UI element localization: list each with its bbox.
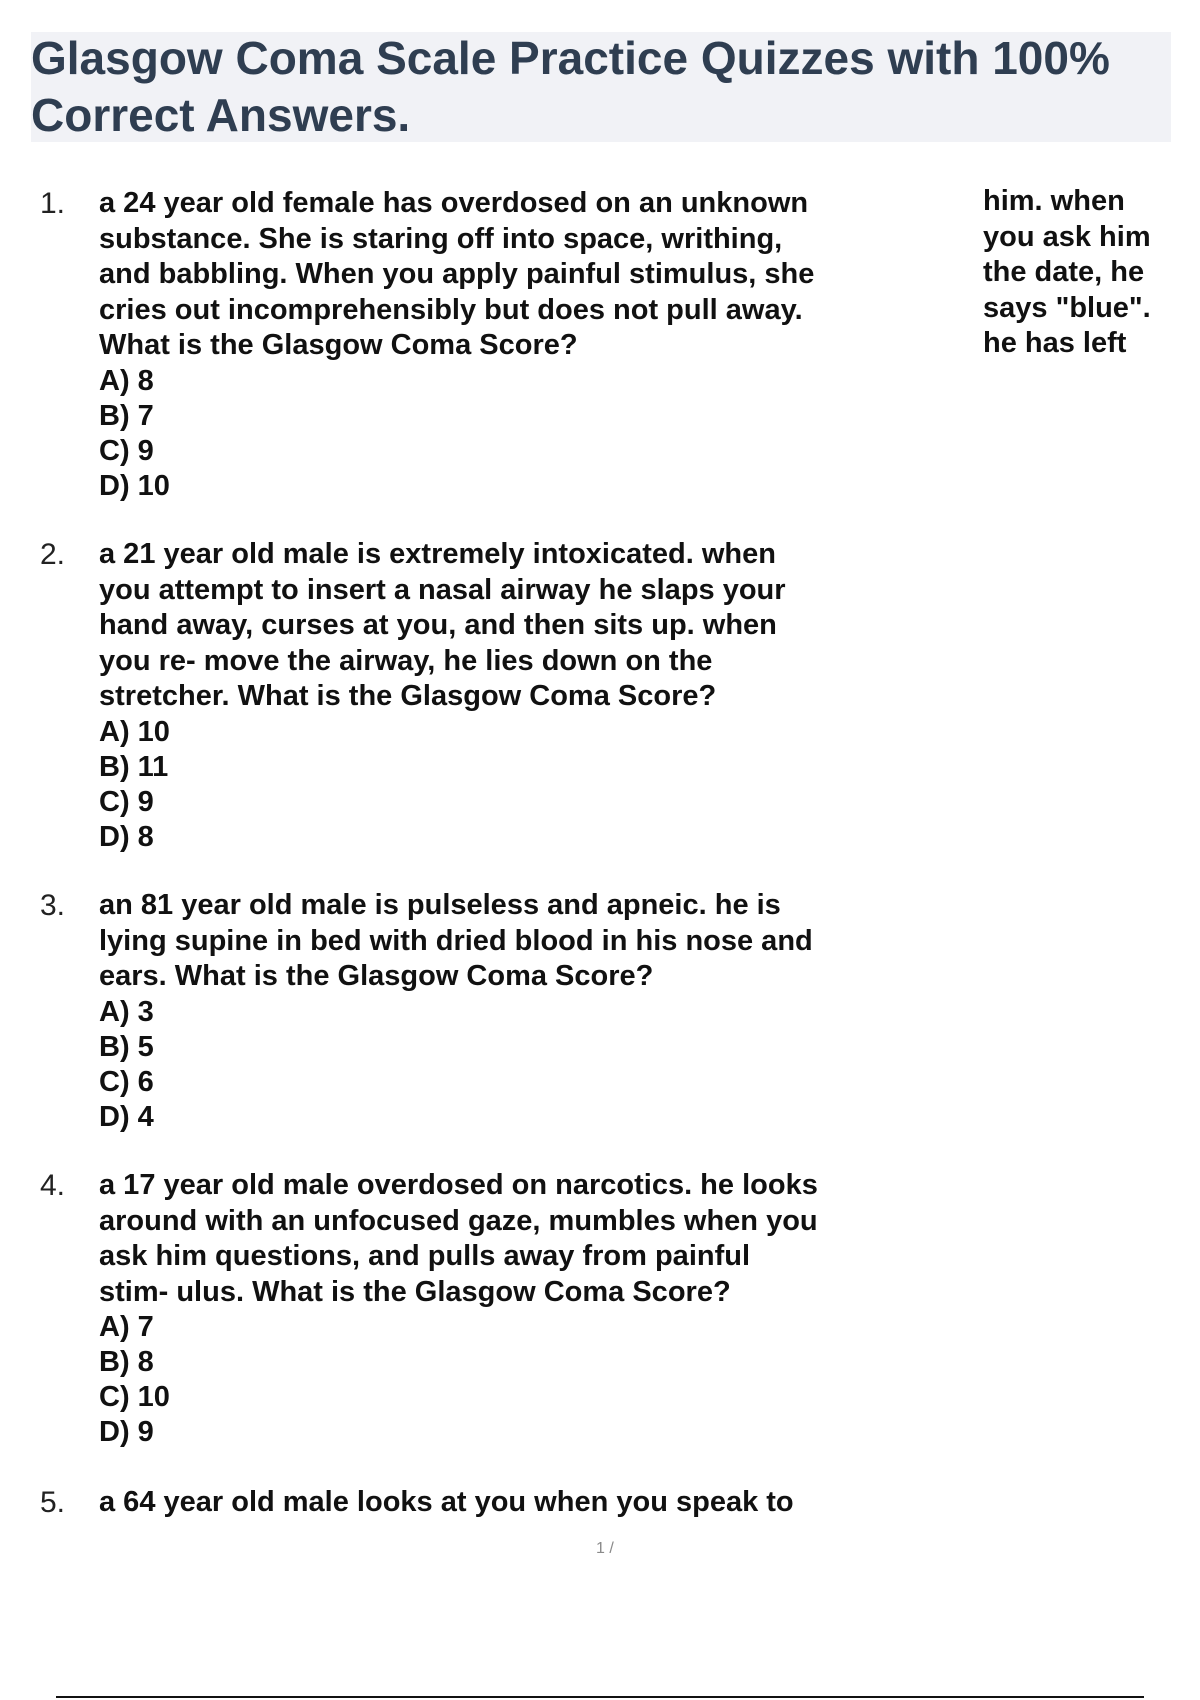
option-a: A) 7 (99, 1311, 154, 1343)
option-b: B) 7 (99, 399, 154, 432)
page-title: Glasgow Coma Scale Practice Quizzes with 100% Correct Answers. (31, 32, 1110, 141)
option-b: B) 11 (99, 750, 169, 783)
footer-divider (56, 1696, 1144, 1698)
option-c: C) 6 (99, 1065, 154, 1098)
option-d: D) 9 (99, 1416, 154, 1448)
option-d: D) 4 (99, 1100, 154, 1133)
question-number: 4. (40, 1169, 66, 1202)
option-b: B) 5 (99, 1030, 154, 1063)
option-c: C) 9 (99, 434, 154, 467)
question-number: 1. (40, 187, 66, 220)
question-text: an 81 year old male is pulseless and apneic. he is lying supine in bed with dried blood in his nose and ears. What is the Glasgow Coma Score? (99, 889, 813, 992)
option-a: A) 3 (99, 995, 154, 1028)
answer-options (99, 715, 899, 855)
page-number: 1 / (596, 1540, 614, 1557)
option-d: D) 8 (99, 820, 154, 853)
question-number: 3. (40, 889, 66, 922)
question-text: a 17 year old male overdosed on narcotics. he looks around with an unfocused gaze, mumbles when you ask him questions, and pulls away from painful stim- ulus. What is the Glasgow Coma Score? (99, 1169, 818, 1308)
option-c: C) 10 (99, 1381, 170, 1413)
question-number: 2. (40, 538, 66, 571)
option-a: A) 10 (99, 715, 170, 748)
option-a: A) 8 (99, 364, 154, 397)
answer-options (99, 364, 899, 504)
question-text: a 24 year old female has overdosed on an unknown substance. She is staring off into space, writhing, and babbling. When you apply painful stimulus, she cries out incomprehensibly but does not pull away. What is the Glasgow Coma Score? (99, 187, 815, 361)
option-d: D) 10 (99, 469, 170, 502)
option-b: B) 8 (99, 1346, 154, 1378)
question-number: 5. (40, 1486, 66, 1519)
option-c: C) 9 (99, 785, 154, 818)
answer-options (99, 995, 899, 1135)
answer-options (99, 1310, 899, 1450)
question-text: a 21 year old male is extremely intoxicated. when you attempt to insert a nasal airway he slaps your hand away, curses at you, and then sits up. when you re- move the airway, he lies down on the stretcher. What is the Glasgow Coma Score? (99, 538, 786, 712)
question-text: a 64 year old male looks at you when you speak to (99, 1486, 794, 1518)
question-5-continuation: him. when you ask him the date, he says "blue". he has left (983, 185, 1151, 359)
